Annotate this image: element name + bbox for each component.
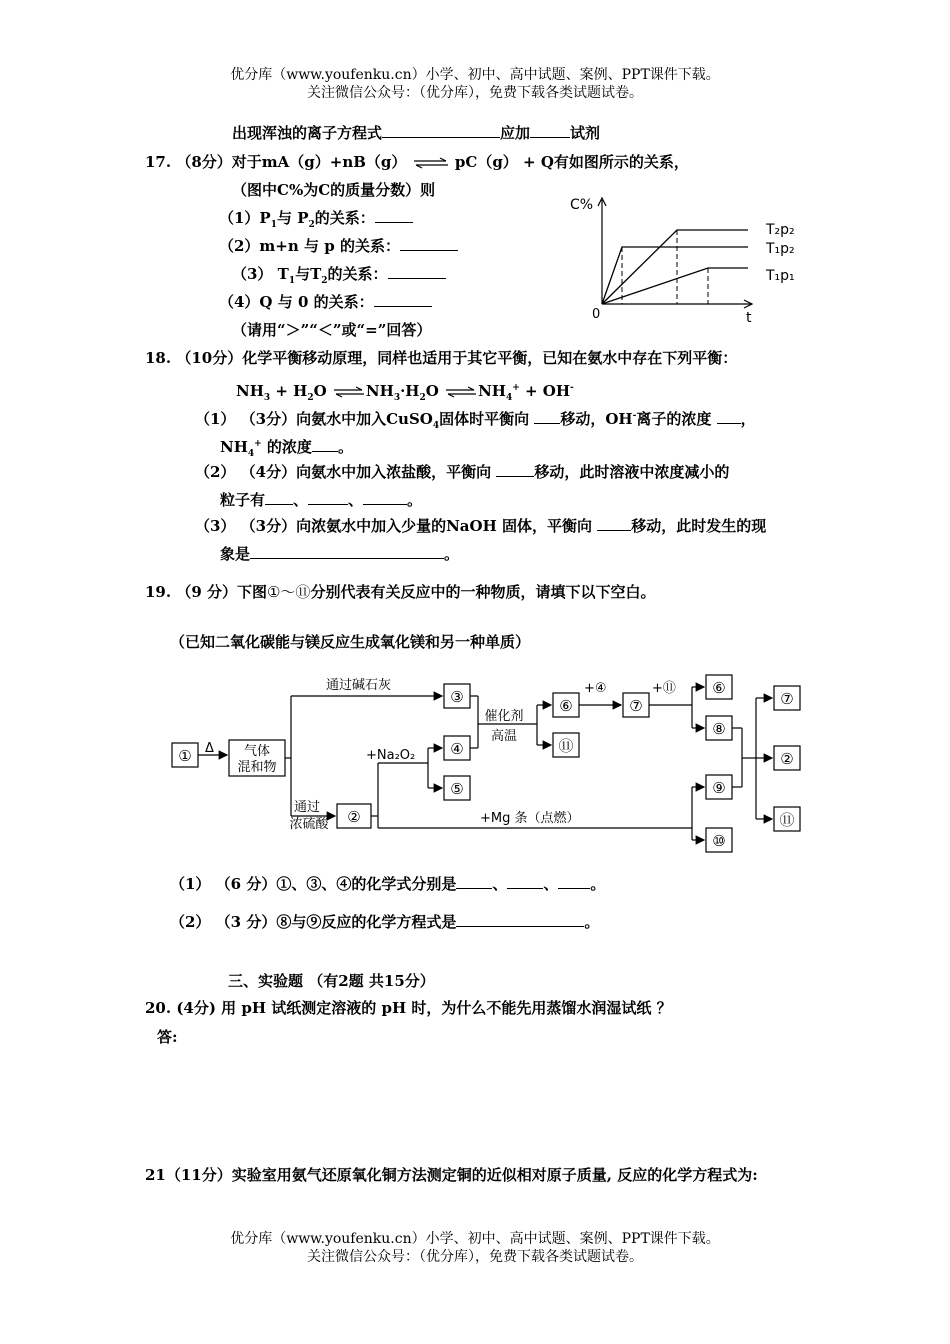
subscript: 4 [432,421,440,431]
label-6: ⑥ [559,697,573,715]
q19-note: （已知二氧化碳能与镁反应生成氧化镁和另一种单质） [170,633,531,651]
q19-p1b: 、 [492,875,508,893]
curve-t2p2 [602,230,748,304]
q19-p2a: （2） （3 分）⑧与⑨反应的化学方程式是 [170,913,457,931]
label-5: ⑤ [450,780,464,798]
label-gas1: 气体 [243,744,271,759]
answer-blank[interactable] [388,264,446,279]
label-7b: ⑦ [780,690,794,708]
q18-p3-line2 [220,544,459,564]
q19-a: 19. （9 分）下图 [145,583,267,601]
q19-p1c: 、 [543,875,559,893]
label-gas2: 混和物 [237,760,277,775]
subscript: 3 [263,393,271,403]
q18-p1g: 的浓度 [261,438,312,456]
q17-s3-c: 的关系： [327,265,388,283]
q18-p2a: （2） （4分）向氨水中加入浓盐酸，平衡向 [195,463,497,481]
q17-sub2 [219,236,458,256]
label-high-temp: 高温 [490,729,518,744]
subscript: 4 [247,449,255,459]
label-2: ② [347,808,361,826]
answer-blank[interactable] [250,544,444,559]
q18-p1h: 。 [337,438,353,456]
q17-sub3 [232,264,446,291]
eq-o-b: O [425,382,439,400]
equilibrium-arrow-icon [444,386,478,398]
equilibrium-arrow-icon [332,386,366,398]
q17-s3-b: 与T [295,265,322,283]
label-3: ③ [450,688,464,706]
label-7: ⑦ [629,697,643,715]
q16-tail [232,123,600,143]
q18-p2-line1 [195,462,729,482]
q18-p3-line1 [195,516,766,536]
label-2b: ② [780,750,794,768]
subscript: 2 [307,393,314,403]
label-10: ⑩ [712,832,726,850]
q17-note: （图中C%为C的质量分数）则 [232,181,436,199]
label-delta: Δ [205,741,214,756]
q18-p1a: （1） （3分）向氨水中加入CuSO [195,410,433,428]
q18-title: 18. （10分）化学平衡移动原理，同样也适用于其它平衡，已知在氨水中存在下列平衡： [145,349,738,367]
answer-blank[interactable] [717,409,741,424]
chart-x-label: t [746,310,752,326]
answer-blank[interactable] [496,462,534,477]
q18-p2d: 、 [293,491,309,509]
q20-answer-label: 答: [157,1028,178,1046]
label-plus11: +⑪ [652,681,676,696]
q20-text: 20. (4分) 用 pH 试纸测定溶液的 pH 时，为什么不能先用蒸馏水润湿试纸 ？ [145,999,672,1017]
q18-p1d: 离子的浓度 [636,410,717,428]
q18-p1e: ， [740,410,756,428]
answer-blank[interactable] [363,490,407,505]
label-catalyst: 催化剂 [484,709,524,724]
label-8: ⑧ [712,720,726,738]
superscript: - [570,383,574,393]
eq-oh: + OH [519,382,571,400]
q17-s3-a: （3） T [232,265,289,283]
answer-blank[interactable] [308,490,348,505]
q17-equation-left: （8分）对于mA（g）+nB（g） [176,153,407,171]
q19-p1d: 。 [590,875,606,893]
q19-p2 [170,912,599,932]
q18-p2e: 、 [348,491,364,509]
q18-p2f: 。 [407,491,423,509]
q19-title [145,582,655,602]
q20-answer-area[interactable] [157,1050,797,1150]
q17-title [145,152,689,172]
q19-p2b: 。 [584,913,600,931]
legend-t1p1: T₁p₁ [766,268,795,284]
subscript: 4 [505,393,513,403]
q17-s1-a: （1）P [219,209,271,227]
answer-blank[interactable] [382,123,500,138]
q17-s2: （2）m+n 与 p 的关系： [219,237,400,255]
q18-p2-line2 [220,490,422,510]
eq-nh3: NH [236,382,264,400]
label-1: ① [178,747,192,765]
q18-p2c: 粒子有 [220,491,266,509]
eq-o: O [313,382,327,400]
q16-text-a: 出现浑浊的离子方程式 [232,124,383,142]
q21-text: 21（11分）实验室用氨气还原氧化铜方法测定铜的近似相对原子质量, 反应的化学方程式为: [145,1166,758,1184]
label-11: ⑪ [558,737,574,755]
label-9: ⑨ [712,779,726,797]
page-header-line2: 关注微信公众号：（优分库），免费下载各类试题试卷。 [307,85,643,101]
q19-p1 [170,874,605,894]
q18-p3a: （3） （3分）向浓氨水中加入少量的NaOH 固体，平衡向 [195,517,598,535]
answer-blank[interactable] [265,490,293,505]
q17-chart [560,192,810,327]
eq-nh4: NH [478,382,506,400]
eq-plus-h: + H [270,382,308,400]
curve-t1p1 [602,268,748,304]
q16-text-c: 试剂 [570,124,601,142]
answer-blank[interactable] [534,409,560,424]
label-na2o2: +Na₂O₂ [366,748,416,763]
curve-t1p2 [602,247,748,304]
q18-p3d: 。 [444,545,460,563]
answer-blank[interactable] [597,516,631,531]
label-plus4: +④ [584,681,607,696]
q19-c: 分别代表有关反应中的一种物质，请填下以下空白。 [310,583,656,601]
equilibrium-arrow-icon [412,157,450,169]
label-mg: +Mg 条（点燃） [480,811,580,826]
eq-dot-h: ·H [400,382,420,400]
q19-b: ①～⑪ [266,583,311,601]
q17-equation-right: pC（g） + Q有如图所示的关系， [454,153,689,171]
subscript: 3 [393,393,401,403]
label-11b: ⑪ [779,811,795,829]
q17-sub4 [219,292,432,312]
answer-blank[interactable] [558,874,590,889]
q17-sub1 [219,208,413,235]
page-footer-line2: 关注微信公众号：（优分库），免费下载各类试题试卷。 [307,1249,643,1265]
legend-t1p2: T₁p₂ [766,241,795,257]
answer-blank[interactable] [374,292,432,307]
label-6b: ⑥ [712,679,726,697]
q17-s4: （4）Q 与 0 的关系： [219,293,374,311]
q18-p2b: 移动，此时溶液中浓度减小的 [534,463,730,481]
subscript: 1 [288,276,296,286]
answer-blank[interactable] [456,912,584,927]
chart-origin: 0 [592,307,601,322]
q19-p1a: （1） （6 分）①、③、④的化学式分别是 [170,875,457,893]
label-acid1: 通过 [293,800,321,815]
legend-t2p2: T₂p₂ [766,222,795,238]
q17-s1-c: 的关系： [314,209,375,227]
chart-y-label: C% [570,197,594,213]
q17-s1-b: 与 P [276,209,309,227]
q18-p1-line2 [220,434,353,464]
subscript: 2 [321,276,328,286]
q16-text-b: 应加 [500,124,531,142]
q19-flow-diagram [160,668,810,858]
q17-instruction: （请用“＞”“＜”或“=”回答） [232,321,432,339]
q18-p1f: NH [220,438,248,456]
answer-blank[interactable] [456,874,492,889]
answer-blank[interactable] [375,208,413,223]
page-header-line1: 优分库（www.youfenku.cn）小学、初中、高中试题、案例、PPT课件下载。 [230,67,720,83]
subscript: 1 [270,220,277,230]
subscript: 2 [419,393,426,403]
q18-p1c: 移动，OH [560,410,633,428]
q18-p3b: 移动，此时发生的现 [631,517,767,535]
answer-blank[interactable] [312,437,338,452]
q18-p3c: 象是 [220,545,251,563]
subscript: 2 [308,220,315,230]
q18-p1b: 固体时平衡向 [439,410,535,428]
page-footer-line1: 优分库（www.youfenku.cn）小学、初中、高中试题、案例、PPT课件下载。 [230,1231,720,1247]
q17-number: 17. [145,153,172,171]
label-4: ④ [450,740,464,758]
q18-p1-line1 [195,406,756,436]
superscript: + [254,439,262,449]
answer-blank[interactable] [507,874,543,889]
eq-nh3-b: NH [365,382,394,400]
q18-equation [236,378,574,408]
label-acid2: 浓硫酸 [289,817,329,832]
label-lime: 通过碱石灰 [326,678,392,693]
answer-blank[interactable] [530,123,570,138]
section-3-title: 三、实验题 （有2题 共15分） [228,972,435,990]
superscript: - [632,411,637,421]
answer-blank[interactable] [400,236,458,251]
superscript: + [512,383,520,393]
